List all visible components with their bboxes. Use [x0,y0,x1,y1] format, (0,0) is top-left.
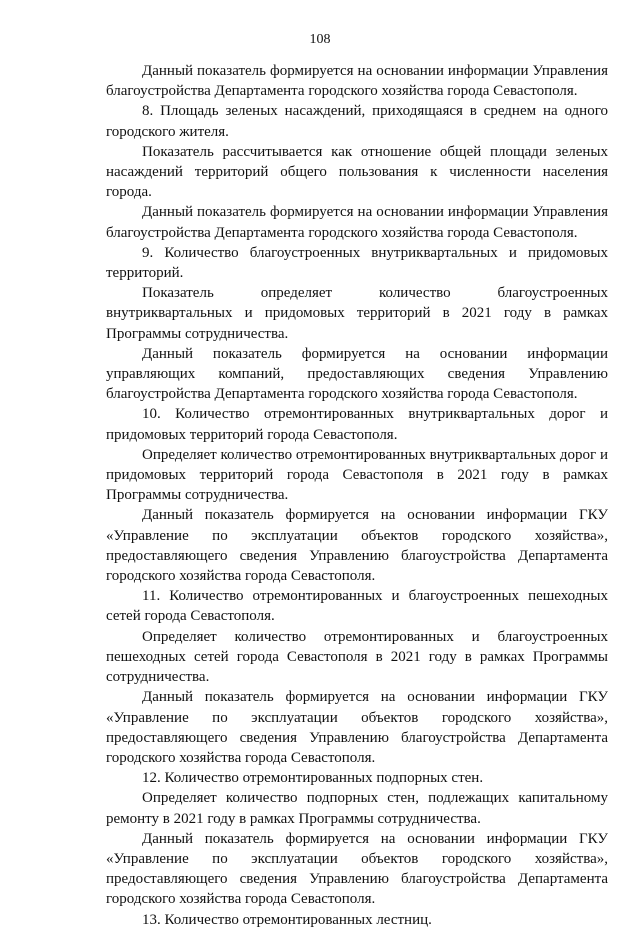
paragraph: Данный показатель формируется на основании информации ГКУ «Управление по эксплуатации объектов городского хозяйства», предоставляющего сведения Управлению благоустройства Департамента городского хозяйства города Севастополя. [106,507,608,585]
paragraph: Данный показатель формируется на основании информации ГКУ «Управление по эксплуатации объектов городского хозяйства», предоставляющего сведения Управлению благоустройства Департамента городского хозяйства города Севастополя. [106,830,608,908]
paragraph: 12. Количество отремонтированных подпорных стен. [142,770,484,787]
paragraph: Показатель рассчитывается как отношение общей площади зеленых насаждений территорий общего пользования к численности населения города. [106,143,608,201]
paragraph: Данный показатель формируется на основании информации ГКУ «Управление по эксплуатации объектов городского хозяйства», предоставляющего сведения Управлению благоустройства Департамента городского хозяйства города Севастополя. [106,689,608,766]
paragraph: Определяет количество подпорных стен, подлежащих капитальному ремонту в 2021 году в рамках Программы сотрудничества. [106,790,608,827]
paragraph: Показатель определяет количество благоустроенных внутриквартальных и придомовых территорий в 2021 году в рамках Программы сотрудничества. [106,285,608,342]
paragraph: Данный показатель формируется на основании информации Управления благоустройства Департамента городского хозяйства города Севастополя. [106,63,608,100]
document-body [106,61,608,930]
paragraph: Данный показатель формируется на основании информации управляющих компаний, предоставляющих сведения Управлению благоустройства Департамента городского хозяйства города Севастополя. [106,345,608,403]
paragraph: Данный показатель формируется на основании информации Управления благоустройства Департамента городского хозяйства города Севастополя. [106,204,608,241]
paragraph: 13. Количество отремонтированных лестниц. [142,911,432,928]
paragraph: 9. Количество благоустроенных внутриквартальных и придомовых территорий. [106,244,608,282]
paragraph: 8. Площадь зеленых насаждений, приходящаяся в среднем на одного городского жителя. [106,103,608,140]
paragraph: Определяет количество отремонтированных и благоустроенных пешеходных сетей города Севастополя в 2021 году в рамках Программы сотрудничества. [106,628,608,686]
paragraph: Определяет количество отремонтированных внутриквартальных дорог и придомовых территорий города Севастополя в 2021 году в рамках Программы сотрудничества. [106,446,608,504]
paragraph: 11. Количество отремонтированных и благоустроенных пешеходных сетей города Севастополя. [106,588,608,625]
page-number: 108 [309,32,331,47]
paragraph: 10. Количество отремонтированных внутриквартальных дорог и придомовых территорий города Севастополя. [106,406,608,443]
